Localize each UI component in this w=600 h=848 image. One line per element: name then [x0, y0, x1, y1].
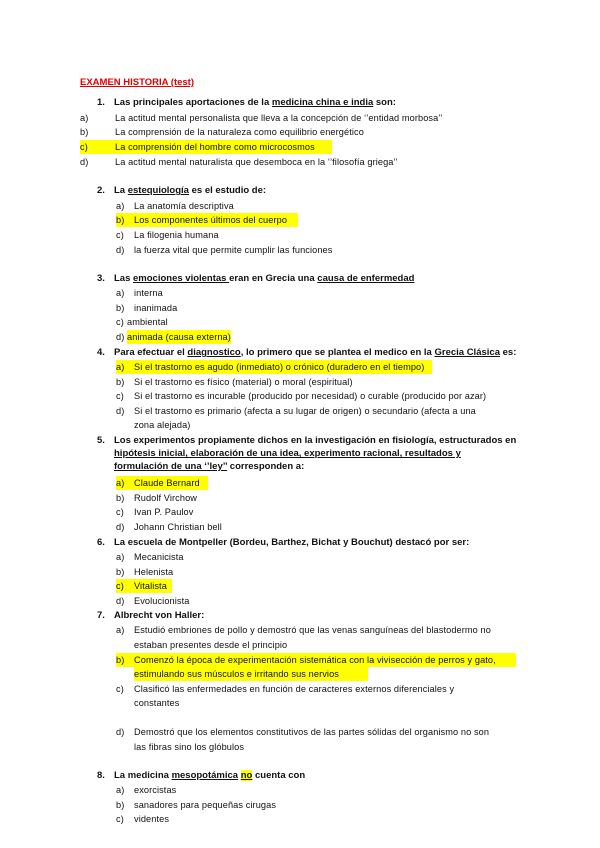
question-number: 6. — [97, 537, 105, 548]
option-4a: a) Si el trastorno es agudo (inmediato) o crónico (duradero en el tiempo) — [116, 360, 432, 374]
question-text: Las emociones violentas eran en Grecia una causa de enfermedad — [114, 273, 415, 284]
question-text: Albrecht von Haller: — [114, 610, 205, 621]
option-7b: b) Comenzó la época de experimentación sistemática con la vivisección de perros y gato, — [116, 653, 516, 667]
question-number: 1. — [97, 97, 105, 108]
question-number: 7. — [97, 610, 105, 621]
question-text: Las principales aportaciones de la medicina china e india son: — [114, 97, 396, 108]
question-text: La estequiología es el estudio de: — [114, 185, 267, 196]
question-text: La escuela de Montpeller (Bordeu, Barthez, Bichat y Bouchut) destacó por ser: — [114, 537, 470, 548]
question-text: Para efectuar el diagnostico, lo primero que se plantea el medico en la Grecia Clásica es: — [114, 347, 517, 358]
question-number: 3. — [97, 273, 105, 284]
exam-page: EXAMEN HISTORIA (test) 1. Las principales aportaciones de la medicina china e india son: a) La actitud mental personalista que lleva a la concepción de ‘’entidad morbosa’’ b) La comprensión de la naturaleza como equilibrio energético c) La comprensión del hombre como microcosmos d) La actitud mental naturalista que desemboca en la ‘’filosofía griega’’ 2. La estequiología es el estudio de: a) La anatomía descriptiva b) Los componentes últimos del cuerpo c) La filogenia humana d) la fuerza vital que permite cumplir las funciones 3. Las emociones violentas eran en Grecia una causa de enfermedad a) interna b) inanimada c) ambiental d) animada (causa externa) 4. Para efectuar el diagnostico, lo primero que se plantea el medico en la Grecia Clásica es: a) Si el trastorno es agudo (inmediato) o crónico (duradero en el tiempo) b) Si el trastorno es físico (material) o moral (espiritual) c) Si el trastorno es incurable (producido por necesidad) o curable (producido por azar) d) Si el trastorno es primario (afecta a su lugar de origen) o secundario (afecta a una zona alejada) 5. Los experimentos propiamente dichos en la investigación en fisiología, estructurados en hipótesis inicial, elaboración de una idea, experimento racional, resultados y formulación de una ‘’ley’’ corresponden a: a) Claude Bernard b) Rudolf Virchow c) Ivan P. Paulov d) Johann Christian bell 6. La escuela de Montpeller (Bordeu, Barthez, Bichat y Bouchut) destacó por ser: a) Mecanicista b) Helenista c) Vitalista d) Evolucionista 7. Albrecht von Haller: a) Estudió embriones de pollo y demostró que las venas sanguíneas del blastodermo no estaban presentes desde el principio b) Comenzó la época de experimentación sistemática con la vivisección de perros y gato, estimulando sus músculos e irritando sus nervios c) Clasificó las enfermedades en función de caracteres externos diferenciales y constantes d) Demostró que los elementos constitutivos de las partes sólidas del organismo no son las fibras sino los glóbulos 8. La medicina mesopotámica no cuenta con a) exorcistas b) sanadores para pequeñas cirugas c) videntes — [0, 0, 600, 848]
option-1c: c) La comprensión del hombre como microcosmos — [80, 140, 332, 154]
question-number: 4. — [97, 347, 105, 358]
option-7b-cont: estimulando sus músculos e irritando sus nervios — [134, 667, 368, 681]
question-text: Los experimentos propiamente dichos en la investigación en fisiología, estructurados en hipótesis inicial, elaboración de una idea, experimento racional, resultados y formulación de una ‘’ley’’ corresponden a: — [114, 435, 517, 472]
exam-title: EXAMEN HISTORIA (test) — [80, 77, 195, 88]
option-2b: b) Los componentes últimos del cuerpo — [116, 213, 298, 227]
option-6c: c) Vitalista — [116, 579, 172, 593]
question-number: 5. — [97, 435, 105, 446]
question-number: 2. — [97, 185, 105, 196]
question-text: La medicina mesopotámica no cuenta con — [114, 770, 306, 781]
question-number: 8. — [97, 770, 105, 781]
option-5a: a) Claude Bernard — [116, 476, 208, 490]
